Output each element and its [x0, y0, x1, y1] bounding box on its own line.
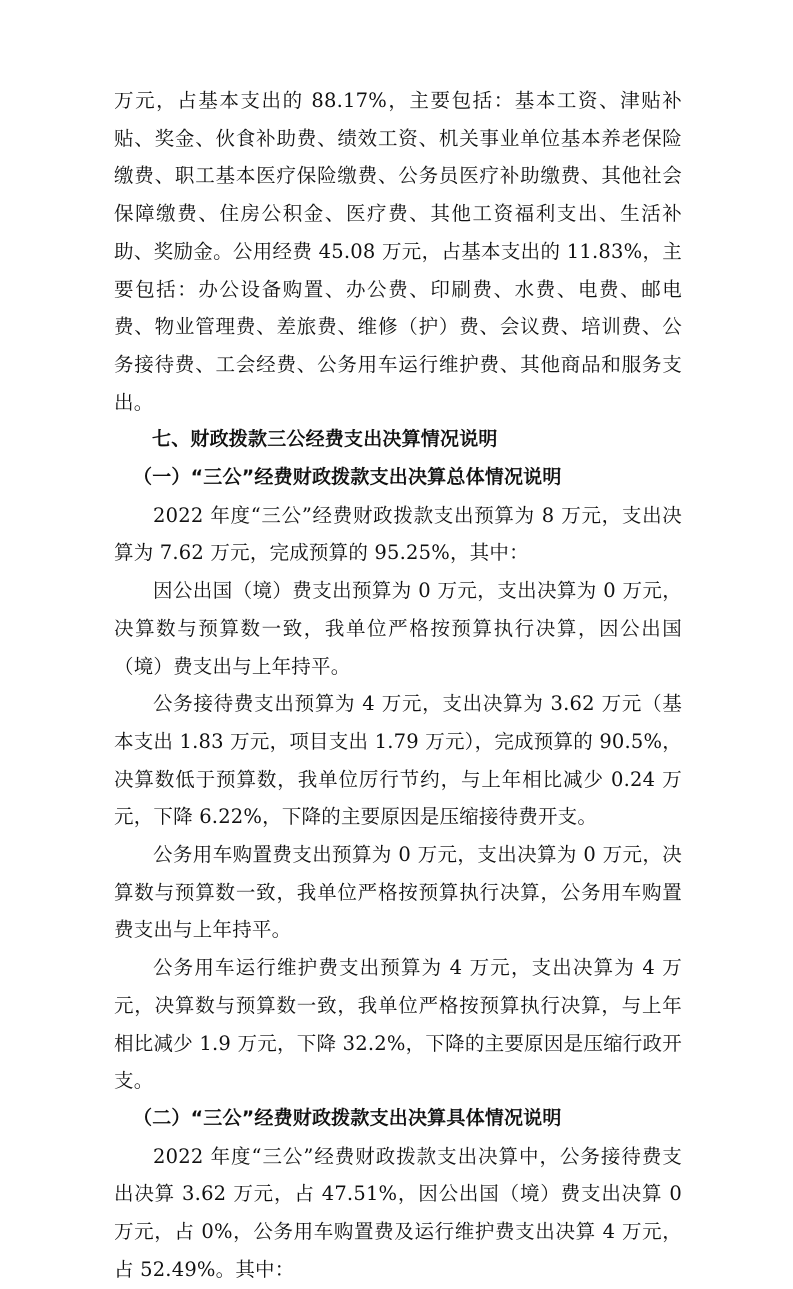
paragraph-detail: 2022 年度“三公”经费财政拨款支出决算中，公务接待费支出决算 3.62 万元，占 47.51%，因公出国（境）费支出决算 0 万元，占 0%，公务用车购置费及运行维护费支出决算 4 万元，占 52.49%。其中：	[114, 1144, 682, 1281]
paragraph-basic-expenditure: 万元，占基本支出的 88.17%，主要包括：基本工资、津贴补贴、奖金、伙食补助费、绩效工资、机关事业单位基本养老保险缴费、职工基本医疗保险缴费、公务员医疗补助缴费、其他社会保障缴费、住房公积金、医疗费、其他工资福利支出、生活补助、奖励金。公用经费 45.08 万元，占基本支出的 11.83%，主要包括：办公设备购置、办公费、印刷费、水费、电费、邮电费、物业管理费、差旅费、维修（护）费、会议费、培训费、公务接待费、工会经费、公务用车运行维护费、其他商品和服务支出。	[114, 89, 682, 414]
paragraph-overall-budget: 2022 年度“三公”经费财政拨款支出预算为 8 万元，支出决算为 7.62 万元，完成预算的 95.25%，其中：	[114, 503, 682, 565]
paragraph-vehicle-maintenance: 公务用车运行维护费支出预算为 4 万元，支出决算为 4 万元，决算数与预算数一致，我单位严格按预算执行决算，与上年相比减少 1.9 万元，下降 32.2%，下降的主要原因是压缩行政开支。	[114, 956, 682, 1093]
paragraph-reception: 公务接待费支出预算为 4 万元，支出决算为 3.62 万元（基本支出 1.83 万元，项目支出 1.79 万元），完成预算的 90.5%，决算数低于预算数，我单位厉行节约，与上年相比减少 0.24 万元，下降 6.22%，下降的主要原因是压缩接待费开支。	[114, 692, 682, 829]
document-body	[114, 82, 682, 1289]
paragraph-overseas-travel: 因公出国（境）费支出预算为 0 万元，支出决算为 0 万元，决算数与预算数一致，我单位严格按预算执行决算，因公出国（境）费支出与上年持平。	[114, 579, 682, 678]
paragraph-vehicle-purchase: 公务用车购置费支出预算为 0 万元，支出决算为 0 万元，决算数与预算数一致，我单位严格按预算执行决算，公务用车购置费支出与上年持平。	[114, 843, 682, 942]
subheading-detail: （二）“三公”经费财政拨款支出决算具体情况说明	[133, 1106, 562, 1129]
subheading-overall: （一）“三公”经费财政拨款支出决算总体情况说明	[133, 466, 562, 489]
section-heading-three-public: 七、财政拨款三公经费支出决算情况说明	[152, 428, 498, 451]
